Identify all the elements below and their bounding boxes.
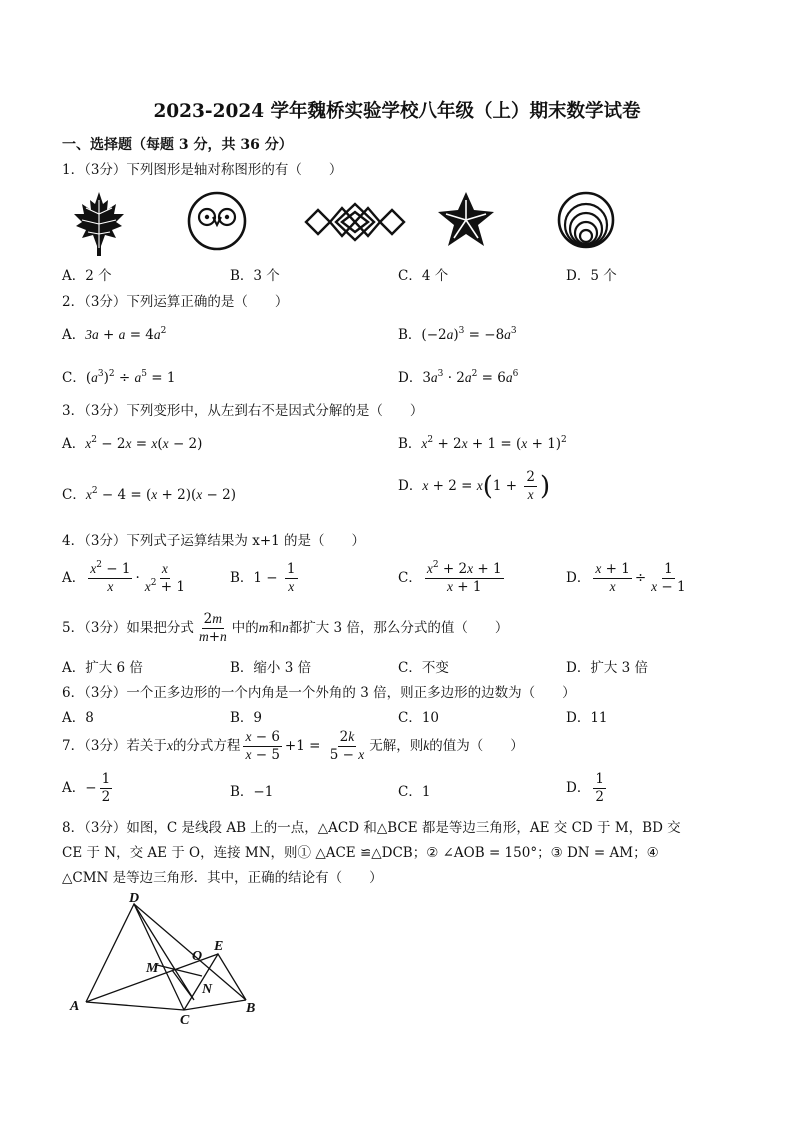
q3-option-a[interactable]: A．$x^2 - 2x = x(x - 2)$ <box>62 435 203 452</box>
q4-option-c[interactable]: C． $\frac{x^2 + 2x + 1}{x + 1}$ <box>398 560 502 595</box>
label-c: C <box>180 1013 190 1028</box>
question-8-line-3: △CMN 是等边三角形．其中，正确的结论有（ ） <box>62 870 383 886</box>
star-flower-icon <box>436 190 496 250</box>
q6-option-b[interactable]: B．9 <box>230 710 263 726</box>
question-4-stem: 4．（3分）下列式子运算结果为 x+1 的是（ ） <box>62 533 366 549</box>
q3-option-b[interactable]: B．$x^2 + 2x + 1 = (x + 1)^2$ <box>398 435 567 452</box>
label-e: E <box>214 939 224 954</box>
q5-option-c[interactable]: C．不变 <box>398 660 449 676</box>
q6-option-c[interactable]: C．10 <box>398 710 440 726</box>
label-n: N <box>202 982 213 997</box>
q3-option-d[interactable]: D．x + 2 = x(1 + $\frac{2}{x}$ ) <box>398 469 551 502</box>
q1-option-b[interactable]: B．3 个 <box>230 268 280 284</box>
q4-option-a[interactable]: A． $\frac{x^2 - 1}{x}$ · $\frac{x}{x^2 + 1}$ <box>62 560 185 595</box>
q2-option-c[interactable]: C．$(a^3)^2 \div a^5 = 1$ <box>62 369 176 386</box>
question-8-line-2: CE 于 N，交 AE 于 O，连接 MN，则① △ACE ≌△DCB；② ∠AOB = 150°；③ DN = AM；④ <box>62 845 659 861</box>
question-3-stem: 3．（3分）下列变形中，从左到右不是因式分解的是（ ） <box>62 403 424 419</box>
label-d: D <box>129 891 140 906</box>
q3-option-c[interactable]: C．$x^2 - 4 = (x + 2)(x - 2)$ <box>62 486 237 503</box>
q2-option-b[interactable]: B．$(-2a)^3 = -8a^3$ <box>398 326 517 343</box>
q7-option-d[interactable]: D． $\frac{1}{2}$ <box>566 771 604 805</box>
q7-option-a[interactable]: A．− $\frac{1}{2}$ <box>62 771 111 805</box>
q6-option-a[interactable]: A．8 <box>62 710 94 726</box>
owl-face-icon <box>186 190 248 252</box>
question-6-stem: 6．（3分）一个正多边形的一个内角是一个外角的 3 倍，则正多边形的边数为（ ） <box>62 685 576 701</box>
label-a: A <box>70 999 80 1014</box>
q1-option-a[interactable]: A．2 个 <box>62 268 112 284</box>
maple-leaf-icon <box>72 190 126 258</box>
chinese-knot-icon <box>304 200 406 244</box>
q4-option-b[interactable]: B．1 − $\frac{1}{x}$ <box>230 561 296 594</box>
q5-option-d[interactable]: D．扩大 3 倍 <box>566 660 648 676</box>
q1-option-c[interactable]: C．4 个 <box>398 268 449 284</box>
q6-option-d[interactable]: D．11 <box>566 710 608 726</box>
q2-option-a[interactable]: A．$3a + a = 4a^2$ <box>62 326 167 343</box>
page-title: 2023-2024 学年魏桥实验学校八年级（上）期末数学试卷 <box>153 101 641 122</box>
q7-option-c[interactable]: C．1 <box>398 784 431 800</box>
q2-option-d[interactable]: D．$3a^3 \cdot 2a^2 = 6a^6$ <box>398 369 519 386</box>
question-5-stem: 5．（3分）如果把分式 $\frac{2m}{m+n}$ 中的m和n都扩大 3 倍，那么分式的值（ ） <box>62 611 509 645</box>
q5-option-b[interactable]: B．缩小 3 倍 <box>230 660 312 676</box>
label-m: M <box>146 961 159 976</box>
label-o: O <box>192 949 203 964</box>
question-8-line-1: 8．（3分）如图，C 是线段 AB 上的一点，△ACD 和△BCE 都是等边三角形，AE 交 CD 于 M，BD 交 <box>62 820 681 836</box>
q7-option-b[interactable]: B．−1 <box>230 784 274 800</box>
geometry-figure <box>62 890 272 1030</box>
nested-circles-icon <box>556 190 616 250</box>
q1-option-d[interactable]: D．5 个 <box>566 268 617 284</box>
q4-option-d[interactable]: D． $\frac{x + 1}{x}$ ÷ $\frac{1}{x - 1}$ <box>566 561 686 595</box>
label-b: B <box>246 1001 256 1016</box>
question-7-stem: 7．（3分）若关于x的分式方程 $\frac{x - 6}{x - 5}$ +1 = $\frac{2k}{5 - x}$ 无解，则k的值为（ ） <box>62 729 524 763</box>
question-2-stem: 2．（3分）下列运算正确的是（ ） <box>62 294 289 310</box>
question-1-stem: 1．（3分）下列图形是轴对称图形的有（ ） <box>62 162 343 178</box>
q5-option-a[interactable]: A．扩大 6 倍 <box>62 660 143 676</box>
section-heading: 一、选择题（每题 3 分，共 36 分） <box>62 137 293 153</box>
